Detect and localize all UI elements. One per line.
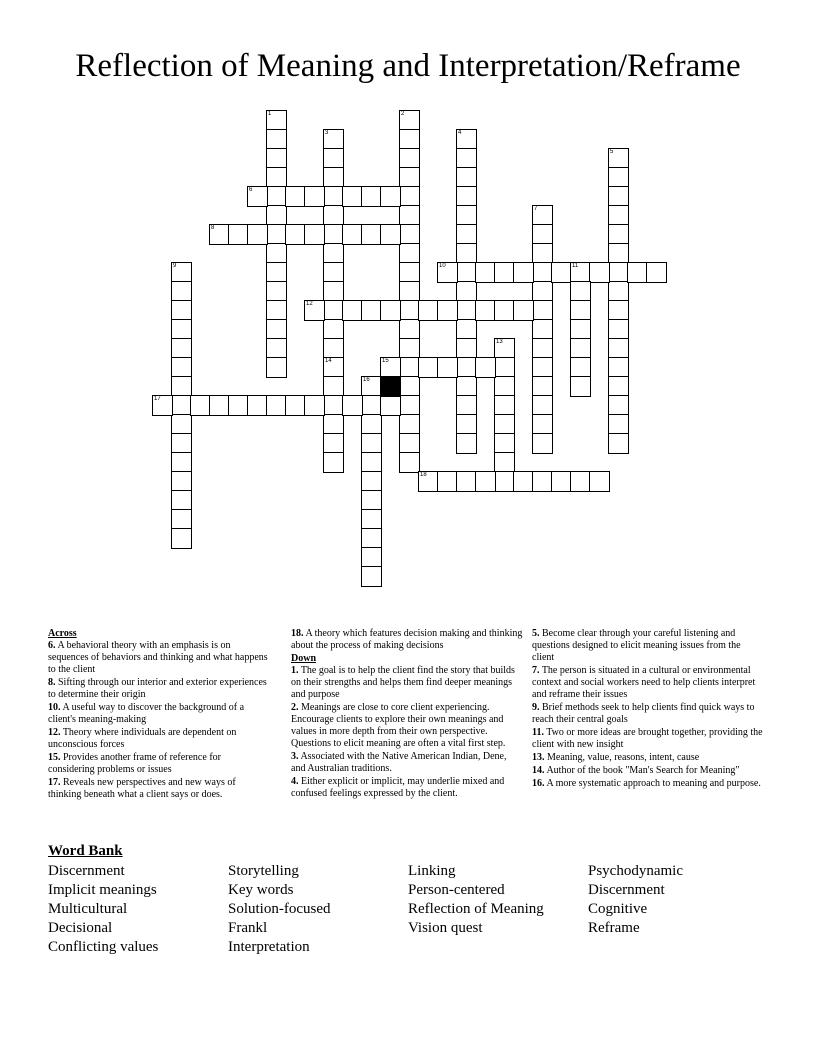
grid-cell[interactable] xyxy=(570,338,591,359)
clue-item xyxy=(532,778,764,790)
grid-cell[interactable] xyxy=(570,300,591,321)
grid-cell[interactable] xyxy=(361,300,382,321)
grid-cell[interactable] xyxy=(589,471,610,492)
grid-cell[interactable] xyxy=(608,243,629,264)
grid-cell[interactable] xyxy=(323,224,344,245)
grid-cell[interactable] xyxy=(361,547,382,568)
grid-cell[interactable] xyxy=(380,300,401,321)
grid-cell[interactable] xyxy=(399,167,420,188)
word-bank-item: Conflicting values xyxy=(48,939,159,955)
grid-cell[interactable] xyxy=(608,186,629,207)
grid-cell[interactable] xyxy=(323,452,344,473)
grid-cell[interactable] xyxy=(228,224,249,245)
grid-cell[interactable] xyxy=(570,319,591,340)
grid-cell[interactable] xyxy=(532,243,553,264)
grid-cell[interactable] xyxy=(418,300,439,321)
grid-cell[interactable] xyxy=(285,186,306,207)
grid-cell[interactable] xyxy=(266,224,287,245)
clue-item xyxy=(291,776,523,800)
clue-number: 6 xyxy=(249,187,253,193)
grid-cell[interactable] xyxy=(171,395,192,416)
word-bank-column-2 xyxy=(228,862,331,957)
grid-cell[interactable] xyxy=(570,471,591,492)
clue-number: 1. xyxy=(291,665,299,676)
word-bank-item: Frankl xyxy=(228,920,268,936)
clue-text: Meanings are close to core client experiencing. Encourage clients to explore their own meanings and values in more depth from their own perspective. Questions to elicit meaning are often a vital first step. xyxy=(291,702,506,749)
grid-cell[interactable] xyxy=(171,433,192,454)
grid-cell[interactable] xyxy=(266,395,287,416)
grid-cell[interactable] xyxy=(152,395,173,416)
grid-cell[interactable] xyxy=(437,471,458,492)
grid-cell[interactable] xyxy=(304,395,325,416)
grid-cell[interactable] xyxy=(551,262,572,283)
grid-cell[interactable] xyxy=(399,148,420,169)
grid-cell[interactable] xyxy=(399,433,420,454)
grid-cell[interactable] xyxy=(209,224,230,245)
grid-cell[interactable] xyxy=(456,224,477,245)
grid-cell[interactable] xyxy=(228,395,249,416)
grid-cell[interactable] xyxy=(456,129,477,150)
clue-number: 16 xyxy=(363,377,370,383)
grid-cell[interactable] xyxy=(323,338,344,359)
grid-cell[interactable] xyxy=(266,243,287,264)
grid-cell[interactable] xyxy=(361,528,382,549)
word-bank-column-4 xyxy=(588,862,683,938)
grid-cell[interactable] xyxy=(247,395,268,416)
clue-number: 15. xyxy=(48,752,61,763)
grid-cell[interactable] xyxy=(361,452,382,473)
clue-item xyxy=(48,677,268,701)
grid-cell[interactable] xyxy=(361,433,382,454)
clue-number: 3. xyxy=(291,751,299,762)
grid-cell[interactable] xyxy=(494,300,515,321)
grid-cell[interactable] xyxy=(266,300,287,321)
grid-cell[interactable] xyxy=(171,300,192,321)
clue-text: Meaning, value, reasons, intent, cause xyxy=(544,752,700,763)
grid-cell[interactable] xyxy=(342,224,363,245)
black-cell xyxy=(380,376,401,397)
clue-number: 8. xyxy=(48,677,56,688)
word-bank-item: Solution-focused xyxy=(228,901,331,917)
grid-cell[interactable] xyxy=(494,338,515,359)
clue-number: 7 xyxy=(534,206,538,212)
grid-cell[interactable] xyxy=(342,186,363,207)
grid-cell[interactable] xyxy=(266,262,287,283)
clue-text: Either explicit or implicit, may underlie mixed and confused feelings expressed by the client. xyxy=(291,776,505,799)
grid-cell[interactable] xyxy=(608,357,629,378)
grid-cell[interactable] xyxy=(361,490,382,511)
grid-cell[interactable] xyxy=(475,357,496,378)
grid-cell[interactable] xyxy=(361,224,382,245)
grid-cell[interactable] xyxy=(456,319,477,340)
word-bank-item: Reflection of Meaning xyxy=(408,901,544,917)
grid-cell[interactable] xyxy=(323,414,344,435)
word-bank-item: Discernment xyxy=(48,863,125,879)
grid-cell[interactable] xyxy=(570,357,591,378)
grid-cell[interactable] xyxy=(456,262,477,283)
grid-cell[interactable] xyxy=(171,319,192,340)
grid-cell[interactable] xyxy=(456,167,477,188)
grid-cell[interactable] xyxy=(494,357,515,378)
grid-cell[interactable] xyxy=(399,357,420,378)
grid-cell[interactable] xyxy=(570,262,591,283)
grid-cell[interactable] xyxy=(456,357,477,378)
clue-number: 18 xyxy=(420,472,427,478)
grid-cell[interactable] xyxy=(627,262,648,283)
grid-cell[interactable] xyxy=(171,471,192,492)
grid-cell[interactable] xyxy=(323,205,344,226)
clue-text: The goal is to help the client find the story that builds on their strengths and helps them find deeper meanings and purpose xyxy=(291,665,515,700)
grid-cell[interactable] xyxy=(323,167,344,188)
grid-cell[interactable] xyxy=(399,129,420,150)
grid-cell[interactable] xyxy=(190,395,211,416)
grid-cell[interactable] xyxy=(171,528,192,549)
grid-cell[interactable] xyxy=(266,319,287,340)
clue-item xyxy=(532,702,764,726)
clue-item xyxy=(532,752,764,764)
clue-item xyxy=(48,702,268,726)
grid-cell[interactable] xyxy=(266,129,287,150)
grid-cell[interactable] xyxy=(266,110,287,131)
clue-number: 10 xyxy=(439,263,446,269)
clue-number: 8 xyxy=(211,225,215,231)
clue-number: 4 xyxy=(458,130,462,136)
clue-text: A theory which features decision making and thinking about the process of making decisions xyxy=(291,628,523,651)
clue-item xyxy=(532,665,764,701)
grid-cell[interactable] xyxy=(532,281,553,302)
grid-cell[interactable] xyxy=(361,376,382,397)
grid-cell[interactable] xyxy=(418,471,439,492)
page-title: Reflection of Meaning and Interpretation/Reframe xyxy=(75,48,741,84)
clue-number: 9 xyxy=(173,263,177,269)
clue-number: 13 xyxy=(496,339,503,345)
word-bank-heading: Word Bank xyxy=(48,843,123,859)
grid-cell[interactable] xyxy=(456,148,477,169)
clue-text: Two or more ideas are brought together, providing the client with new insight xyxy=(532,727,763,750)
grid-cell[interactable] xyxy=(380,224,401,245)
grid-cell[interactable] xyxy=(266,281,287,302)
grid-cell[interactable] xyxy=(532,395,553,416)
clue-item xyxy=(532,727,764,751)
grid-cell[interactable] xyxy=(323,300,344,321)
clue-number: 15 xyxy=(382,358,389,364)
clue-number: 12 xyxy=(306,301,313,307)
grid-cell[interactable] xyxy=(247,224,268,245)
clue-item xyxy=(291,702,523,750)
grid-cell[interactable] xyxy=(361,395,382,416)
grid-cell[interactable] xyxy=(399,452,420,473)
grid-cell[interactable] xyxy=(532,414,553,435)
grid-cell[interactable] xyxy=(456,395,477,416)
grid-cell[interactable] xyxy=(456,281,477,302)
clue-text: Theory where individuals are dependent on unconscious forces xyxy=(48,727,237,750)
grid-cell[interactable] xyxy=(399,186,420,207)
clue-item xyxy=(532,628,764,664)
grid-cell[interactable] xyxy=(171,490,192,511)
clue-number: 18. xyxy=(291,628,304,639)
grid-cell[interactable] xyxy=(266,167,287,188)
grid-cell[interactable] xyxy=(608,224,629,245)
grid-cell[interactable] xyxy=(171,338,192,359)
grid-cell[interactable] xyxy=(304,224,325,245)
grid-cell[interactable] xyxy=(456,433,477,454)
grid-cell[interactable] xyxy=(323,376,344,397)
grid-cell[interactable] xyxy=(532,224,553,245)
grid-cell[interactable] xyxy=(513,300,534,321)
grid-cell[interactable] xyxy=(513,471,534,492)
word-bank-item: Decisional xyxy=(48,920,113,936)
word-bank-item: Reframe xyxy=(588,920,640,936)
clue-number: 2. xyxy=(291,702,299,713)
word-bank-item: Key words xyxy=(228,882,294,898)
grid-cell[interactable] xyxy=(361,186,382,207)
grid-cell[interactable] xyxy=(171,509,192,530)
grid-cell[interactable] xyxy=(532,338,553,359)
grid-cell[interactable] xyxy=(399,376,420,397)
grid-cell[interactable] xyxy=(494,471,515,492)
grid-cell[interactable] xyxy=(475,471,496,492)
grid-cell[interactable] xyxy=(608,281,629,302)
grid-cell[interactable] xyxy=(532,357,553,378)
grid-cell[interactable] xyxy=(494,414,515,435)
clue-number: 14 xyxy=(325,358,332,364)
clue-number: 2 xyxy=(401,111,405,117)
grid-cell[interactable] xyxy=(475,300,496,321)
grid-cell[interactable] xyxy=(380,357,401,378)
clue-text: Reveals new perspectives and new ways of thinking beneath what a client says or does. xyxy=(48,777,236,800)
grid-cell[interactable] xyxy=(456,376,477,397)
grid-cell[interactable] xyxy=(361,471,382,492)
grid-cell[interactable] xyxy=(171,452,192,473)
clue-text: A behavioral theory with an emphasis is on sequences of behaviors and thinking and what happens to the client xyxy=(48,640,268,675)
clue-item xyxy=(291,751,523,775)
grid-cell[interactable] xyxy=(418,357,439,378)
grid-cell[interactable] xyxy=(532,376,553,397)
grid-cell[interactable] xyxy=(171,376,192,397)
grid-cell[interactable] xyxy=(266,357,287,378)
grid-cell[interactable] xyxy=(456,414,477,435)
grid-cell[interactable] xyxy=(342,395,363,416)
grid-cell[interactable] xyxy=(608,376,629,397)
clue-number: 1 xyxy=(268,111,272,117)
grid-cell[interactable] xyxy=(608,300,629,321)
grid-cell[interactable] xyxy=(209,395,230,416)
clue-number: 10. xyxy=(48,702,61,713)
word-bank-item: Discernment xyxy=(588,882,665,898)
grid-cell[interactable] xyxy=(361,414,382,435)
grid-cell[interactable] xyxy=(266,148,287,169)
down-heading: Down xyxy=(291,653,317,664)
word-bank-item: Linking xyxy=(408,863,456,879)
clue-number: 17 xyxy=(154,396,161,402)
grid-cell[interactable] xyxy=(608,433,629,454)
grid-cell[interactable] xyxy=(608,167,629,188)
clue-number: 9. xyxy=(532,702,540,713)
clue-text: Brief methods seek to help clients find quick ways to reach their central goals xyxy=(532,702,755,725)
word-bank-column-3 xyxy=(408,862,544,938)
clue-number: 17. xyxy=(48,777,61,788)
word-bank-column-1 xyxy=(48,862,158,957)
grid-cell[interactable] xyxy=(570,281,591,302)
word-bank-item: Psychodynamic xyxy=(588,863,683,879)
grid-cell[interactable] xyxy=(171,357,192,378)
grid-cell[interactable] xyxy=(323,357,344,378)
grid-cell[interactable] xyxy=(494,262,515,283)
grid-cell[interactable] xyxy=(494,433,515,454)
grid-cell[interactable] xyxy=(380,186,401,207)
grid-cell[interactable] xyxy=(456,243,477,264)
grid-cell[interactable] xyxy=(456,186,477,207)
clue-number: 13. xyxy=(532,752,545,763)
grid-cell[interactable] xyxy=(456,205,477,226)
clue-item xyxy=(48,727,268,751)
grid-cell[interactable] xyxy=(551,471,572,492)
clue-item xyxy=(48,752,268,776)
clue-text: Associated with the Native American Indian, Dene, and Australian traditions. xyxy=(291,751,507,774)
clue-text: A more systematic approach to meaning and purpose. xyxy=(544,778,761,789)
grid-cell[interactable] xyxy=(532,262,553,283)
grid-cell[interactable] xyxy=(304,300,325,321)
grid-cell[interactable] xyxy=(608,148,629,169)
grid-cell[interactable] xyxy=(437,300,458,321)
grid-cell[interactable] xyxy=(456,471,477,492)
grid-cell[interactable] xyxy=(456,338,477,359)
clue-item xyxy=(48,777,268,801)
grid-cell[interactable] xyxy=(532,300,553,321)
clues-column-2 xyxy=(291,628,523,801)
clue-number: 12. xyxy=(48,727,61,738)
grid-cell[interactable] xyxy=(361,566,382,587)
clue-number: 3 xyxy=(325,130,329,136)
clue-number: 5 xyxy=(610,149,614,155)
grid-cell[interactable] xyxy=(532,471,553,492)
grid-cell[interactable] xyxy=(266,338,287,359)
grid-cell[interactable] xyxy=(323,129,344,150)
grid-cell[interactable] xyxy=(323,186,344,207)
clue-item xyxy=(291,628,523,652)
clue-number: 14. xyxy=(532,765,545,776)
word-bank-item: Person-centered xyxy=(408,882,505,898)
grid-cell[interactable] xyxy=(266,186,287,207)
clue-text: A useful way to discover the background of a client's meaning-making xyxy=(48,702,245,725)
grid-cell[interactable] xyxy=(399,338,420,359)
grid-cell[interactable] xyxy=(171,262,192,283)
grid-cell[interactable] xyxy=(399,110,420,131)
clues-column-1 xyxy=(48,628,268,802)
grid-cell[interactable] xyxy=(399,300,420,321)
grid-cell[interactable] xyxy=(399,205,420,226)
clue-text: The person is situated in a cultural or environmental context and social workers need to help clients interpret and reframe their issues xyxy=(532,665,756,700)
clue-number: 11. xyxy=(532,727,544,738)
grid-cell[interactable] xyxy=(513,262,534,283)
grid-cell[interactable] xyxy=(323,243,344,264)
grid-cell[interactable] xyxy=(399,319,420,340)
grid-cell[interactable] xyxy=(323,319,344,340)
grid-cell[interactable] xyxy=(399,395,420,416)
across-heading: Across xyxy=(48,628,77,639)
grid-cell[interactable] xyxy=(342,300,363,321)
word-bank-item: Multicultural xyxy=(48,901,128,917)
grid-cell[interactable] xyxy=(570,376,591,397)
clue-text: Sifting through our interior and exterior experiences to determine their origin xyxy=(48,677,267,700)
grid-cell[interactable] xyxy=(646,262,667,283)
grid-cell[interactable] xyxy=(323,281,344,302)
grid-cell[interactable] xyxy=(399,414,420,435)
clue-item xyxy=(532,765,764,777)
clue-text: Author of the book "Man's Search for Meaning" xyxy=(544,765,740,776)
grid-cell[interactable] xyxy=(608,319,629,340)
grid-cell[interactable] xyxy=(266,205,287,226)
grid-cell[interactable] xyxy=(323,433,344,454)
grid-cell[interactable] xyxy=(608,262,629,283)
clue-text: Become clear through your careful listening and questions designed to elicit meaning issues from the client xyxy=(532,628,741,663)
grid-cell[interactable] xyxy=(323,148,344,169)
grid-cell[interactable] xyxy=(323,262,344,283)
word-bank-item: Vision quest xyxy=(408,920,483,936)
grid-cell[interactable] xyxy=(532,205,553,226)
clue-number: 6. xyxy=(48,640,56,651)
clue-number: 4. xyxy=(291,776,299,787)
word-bank-item: Storytelling xyxy=(228,863,299,879)
grid-cell[interactable] xyxy=(399,262,420,283)
grid-cell[interactable] xyxy=(399,224,420,245)
grid-cell[interactable] xyxy=(361,509,382,530)
grid-cell[interactable] xyxy=(285,395,306,416)
grid-cell[interactable] xyxy=(437,262,458,283)
grid-cell[interactable] xyxy=(494,395,515,416)
grid-cell[interactable] xyxy=(323,395,344,416)
clue-item xyxy=(291,665,523,701)
grid-cell[interactable] xyxy=(608,338,629,359)
grid-cell[interactable] xyxy=(532,319,553,340)
clue-text: Provides another frame of reference for considering problems or issues xyxy=(48,752,221,775)
grid-cell[interactable] xyxy=(304,186,325,207)
grid-cell[interactable] xyxy=(399,243,420,264)
word-bank-item: Interpretation xyxy=(228,939,310,955)
clues-column-3 xyxy=(532,628,764,791)
grid-cell[interactable] xyxy=(589,262,610,283)
clue-number: 5. xyxy=(532,628,540,639)
grid-cell[interactable] xyxy=(532,433,553,454)
grid-cell[interactable] xyxy=(380,395,401,416)
grid-cell[interactable] xyxy=(247,186,268,207)
word-bank-item: Cognitive xyxy=(588,901,648,917)
clue-number: 16. xyxy=(532,778,545,789)
clue-number: 7. xyxy=(532,665,540,676)
grid-cell[interactable] xyxy=(171,281,192,302)
grid-cell[interactable] xyxy=(475,262,496,283)
grid-cell[interactable] xyxy=(437,357,458,378)
grid-cell[interactable] xyxy=(608,395,629,416)
clue-item xyxy=(48,640,268,676)
grid-cell[interactable] xyxy=(171,414,192,435)
grid-cell[interactable] xyxy=(494,452,515,473)
clue-number: 11 xyxy=(572,263,579,269)
grid-cell[interactable] xyxy=(608,414,629,435)
grid-cell[interactable] xyxy=(608,205,629,226)
grid-cell[interactable] xyxy=(494,376,515,397)
word-bank-item: Implicit meanings xyxy=(48,882,157,898)
grid-cell[interactable] xyxy=(456,300,477,321)
grid-cell[interactable] xyxy=(399,281,420,302)
grid-cell[interactable] xyxy=(285,224,306,245)
